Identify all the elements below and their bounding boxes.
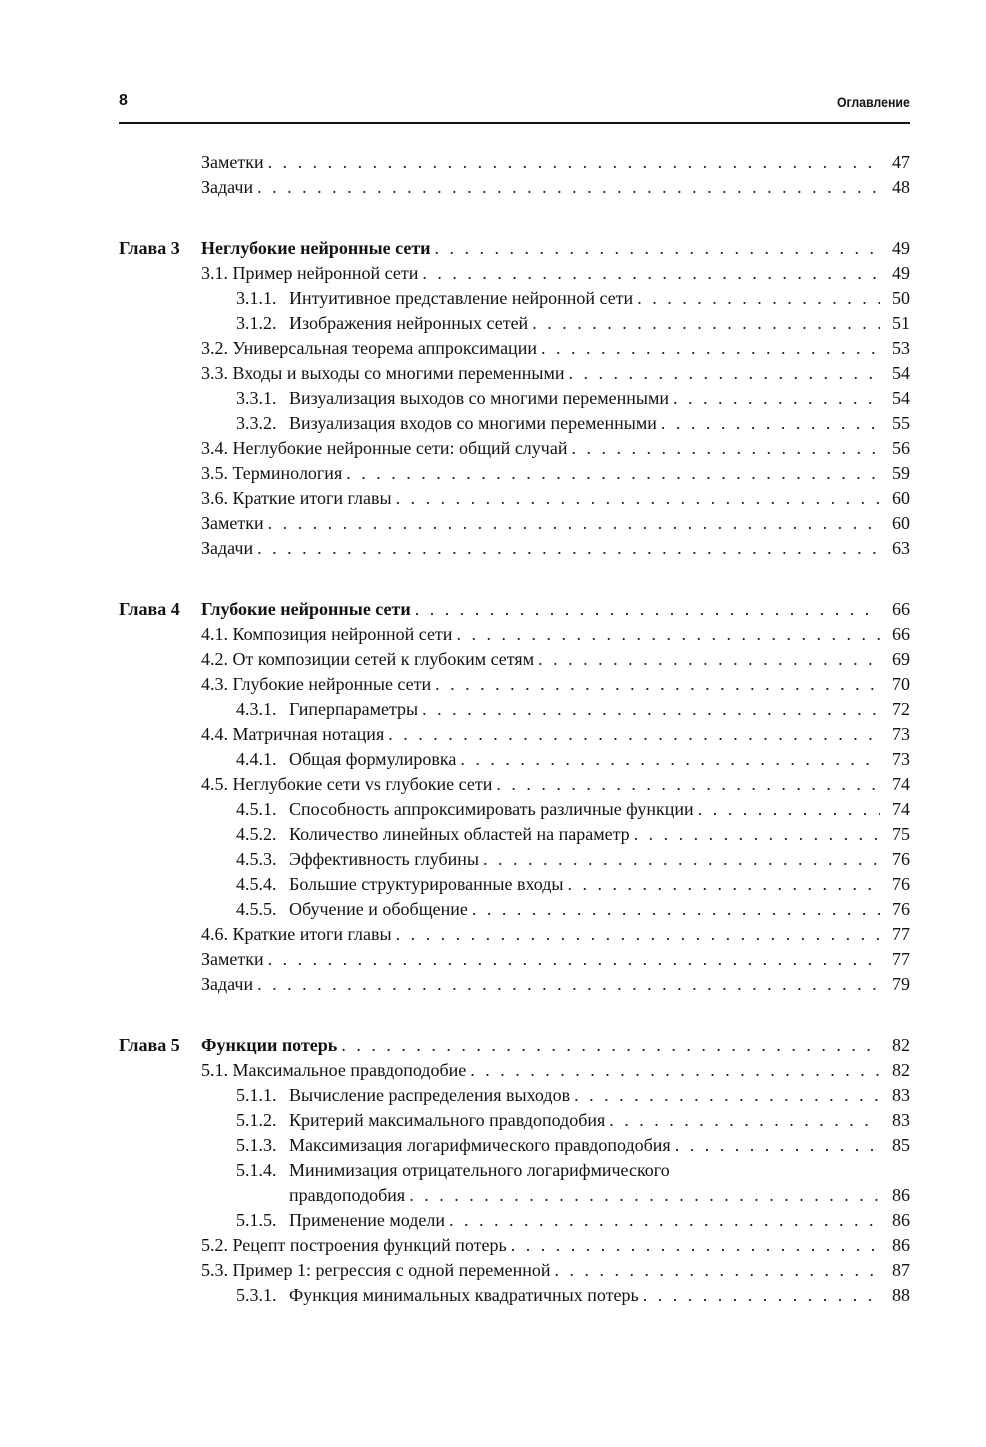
toc-subentry[interactable]: 5.1.5. Применение модели . . . 86 xyxy=(119,1208,910,1233)
toc-entry[interactable]: Заметки . . . 60 xyxy=(119,511,910,536)
chapter-heading[interactable]: Глава 5 Функции потерь . . . 82 xyxy=(119,1033,910,1058)
toc-subentry[interactable]: 4.5.3. Эффективность глубины . . . 76 xyxy=(119,847,910,872)
toc-entry[interactable]: 4.4. Матричная нотация . . . 73 xyxy=(119,722,910,747)
toc-subentry[interactable]: 5.1.1. Вычисление распределения выходов . . . 83 xyxy=(119,1083,910,1108)
toc-subentry[interactable]: 4.5.5. Обучение и обобщение . . . 76 xyxy=(119,897,910,922)
toc-entry[interactable]: 3.1. Пример нейронной сети . . . 49 xyxy=(119,261,910,286)
toc-subentry[interactable]: 5.1.4. Минимизация отрицательного логарифмического xyxy=(119,1158,910,1183)
toc-entry[interactable]: 4.6. Краткие итоги главы . . . 77 xyxy=(119,922,910,947)
toc-entry[interactable]: 3.4. Неглубокие нейронные сети: общий случай . . . 56 xyxy=(119,436,910,461)
toc-entry[interactable]: 4.5. Неглубокие сети vs глубокие сети . . . 74 xyxy=(119,772,910,797)
toc-entry[interactable]: Заметки . . . 77 xyxy=(119,947,910,972)
toc-entry[interactable]: 4.1. Композиция нейронной сети . . . 66 xyxy=(119,622,910,647)
toc-subentry[interactable]: 4.4.1. Общая формулировка . . . 73 xyxy=(119,747,910,772)
running-title: Оглавление xyxy=(837,94,910,110)
toc-subentry[interactable]: 4.5.4. Большие структурированные входы . . . 76 xyxy=(119,872,910,897)
toc-subentry[interactable]: 3.1.2. Изображения нейронных сетей . . . 51 xyxy=(119,311,910,336)
toc-subentry[interactable]: 4.3.1. Гиперпараметры . . . 72 xyxy=(119,697,910,722)
toc-entry[interactable]: 5.3. Пример 1: регрессия с одной переменной . . . 87 xyxy=(119,1258,910,1283)
page-number: 8 xyxy=(119,92,128,109)
chapter-heading[interactable]: Глава 3 Неглубокие нейронные сети . . . 49 xyxy=(119,236,910,261)
table-of-contents xyxy=(119,150,910,1308)
toc-subentry[interactable]: 3.3.1. Визуализация выходов со многими переменными . . . 54 xyxy=(119,386,910,411)
toc-subentry[interactable]: 5.3.1. Функция минимальных квадратичных потерь . . . 88 xyxy=(119,1283,910,1308)
chapter-heading[interactable]: Глава 4 Глубокие нейронные сети . . . 66 xyxy=(119,597,910,622)
toc-entry[interactable]: 4.2. От композиции сетей к глубоким сетям . . . 69 xyxy=(119,647,910,672)
chapter-label: Глава 3 xyxy=(119,238,180,258)
toc-entry[interactable]: 3.3. Входы и выходы со многими переменными . . . 54 xyxy=(119,361,910,386)
toc-subentry-continuation[interactable]: правдоподобия . . . 86 xyxy=(119,1183,910,1208)
toc-subentry[interactable]: 3.1.1. Интуитивное представление нейронной сети . . . 50 xyxy=(119,286,910,311)
toc-subentry[interactable]: 5.1.3. Максимизация логарифмического правдоподобия . . . 85 xyxy=(119,1133,910,1158)
toc-subentry[interactable]: 4.5.1. Способность аппроксимировать различные функции . . . 74 xyxy=(119,797,910,822)
toc-subentry[interactable]: 5.1.2. Критерий максимального правдоподобия . . . 83 xyxy=(119,1108,910,1133)
toc-entry[interactable]: Заметки . . . 47 xyxy=(119,150,910,175)
toc-entry[interactable]: 3.6. Краткие итоги главы . . . 60 xyxy=(119,486,910,511)
toc-entry[interactable]: Задачи . . . 79 xyxy=(119,972,910,997)
toc-entry[interactable]: Задачи . . . 63 xyxy=(119,536,910,561)
toc-entry[interactable]: 3.2. Универсальная теорема аппроксимации . . . 53 xyxy=(119,336,910,361)
toc-entry[interactable]: 5.2. Рецепт построения функций потерь . . . 86 xyxy=(119,1233,910,1258)
page-header xyxy=(119,92,910,124)
toc-entry[interactable]: 4.3. Глубокие нейронные сети . . . 70 xyxy=(119,672,910,697)
toc-subentry[interactable]: 3.3.2. Визуализация входов со многими переменными . . . 55 xyxy=(119,411,910,436)
toc-entry[interactable]: Задачи . . . 48 xyxy=(119,175,910,200)
toc-entry[interactable]: 3.5. Терминология . . . 59 xyxy=(119,461,910,486)
toc-subentry[interactable]: 4.5.2. Количество линейных областей на параметр . . . 75 xyxy=(119,822,910,847)
chapter-label: Глава 4 xyxy=(119,599,180,619)
toc-entry[interactable]: 5.1. Максимальное правдоподобие . . . 82 xyxy=(119,1058,910,1083)
chapter-label: Глава 5 xyxy=(119,1035,180,1055)
